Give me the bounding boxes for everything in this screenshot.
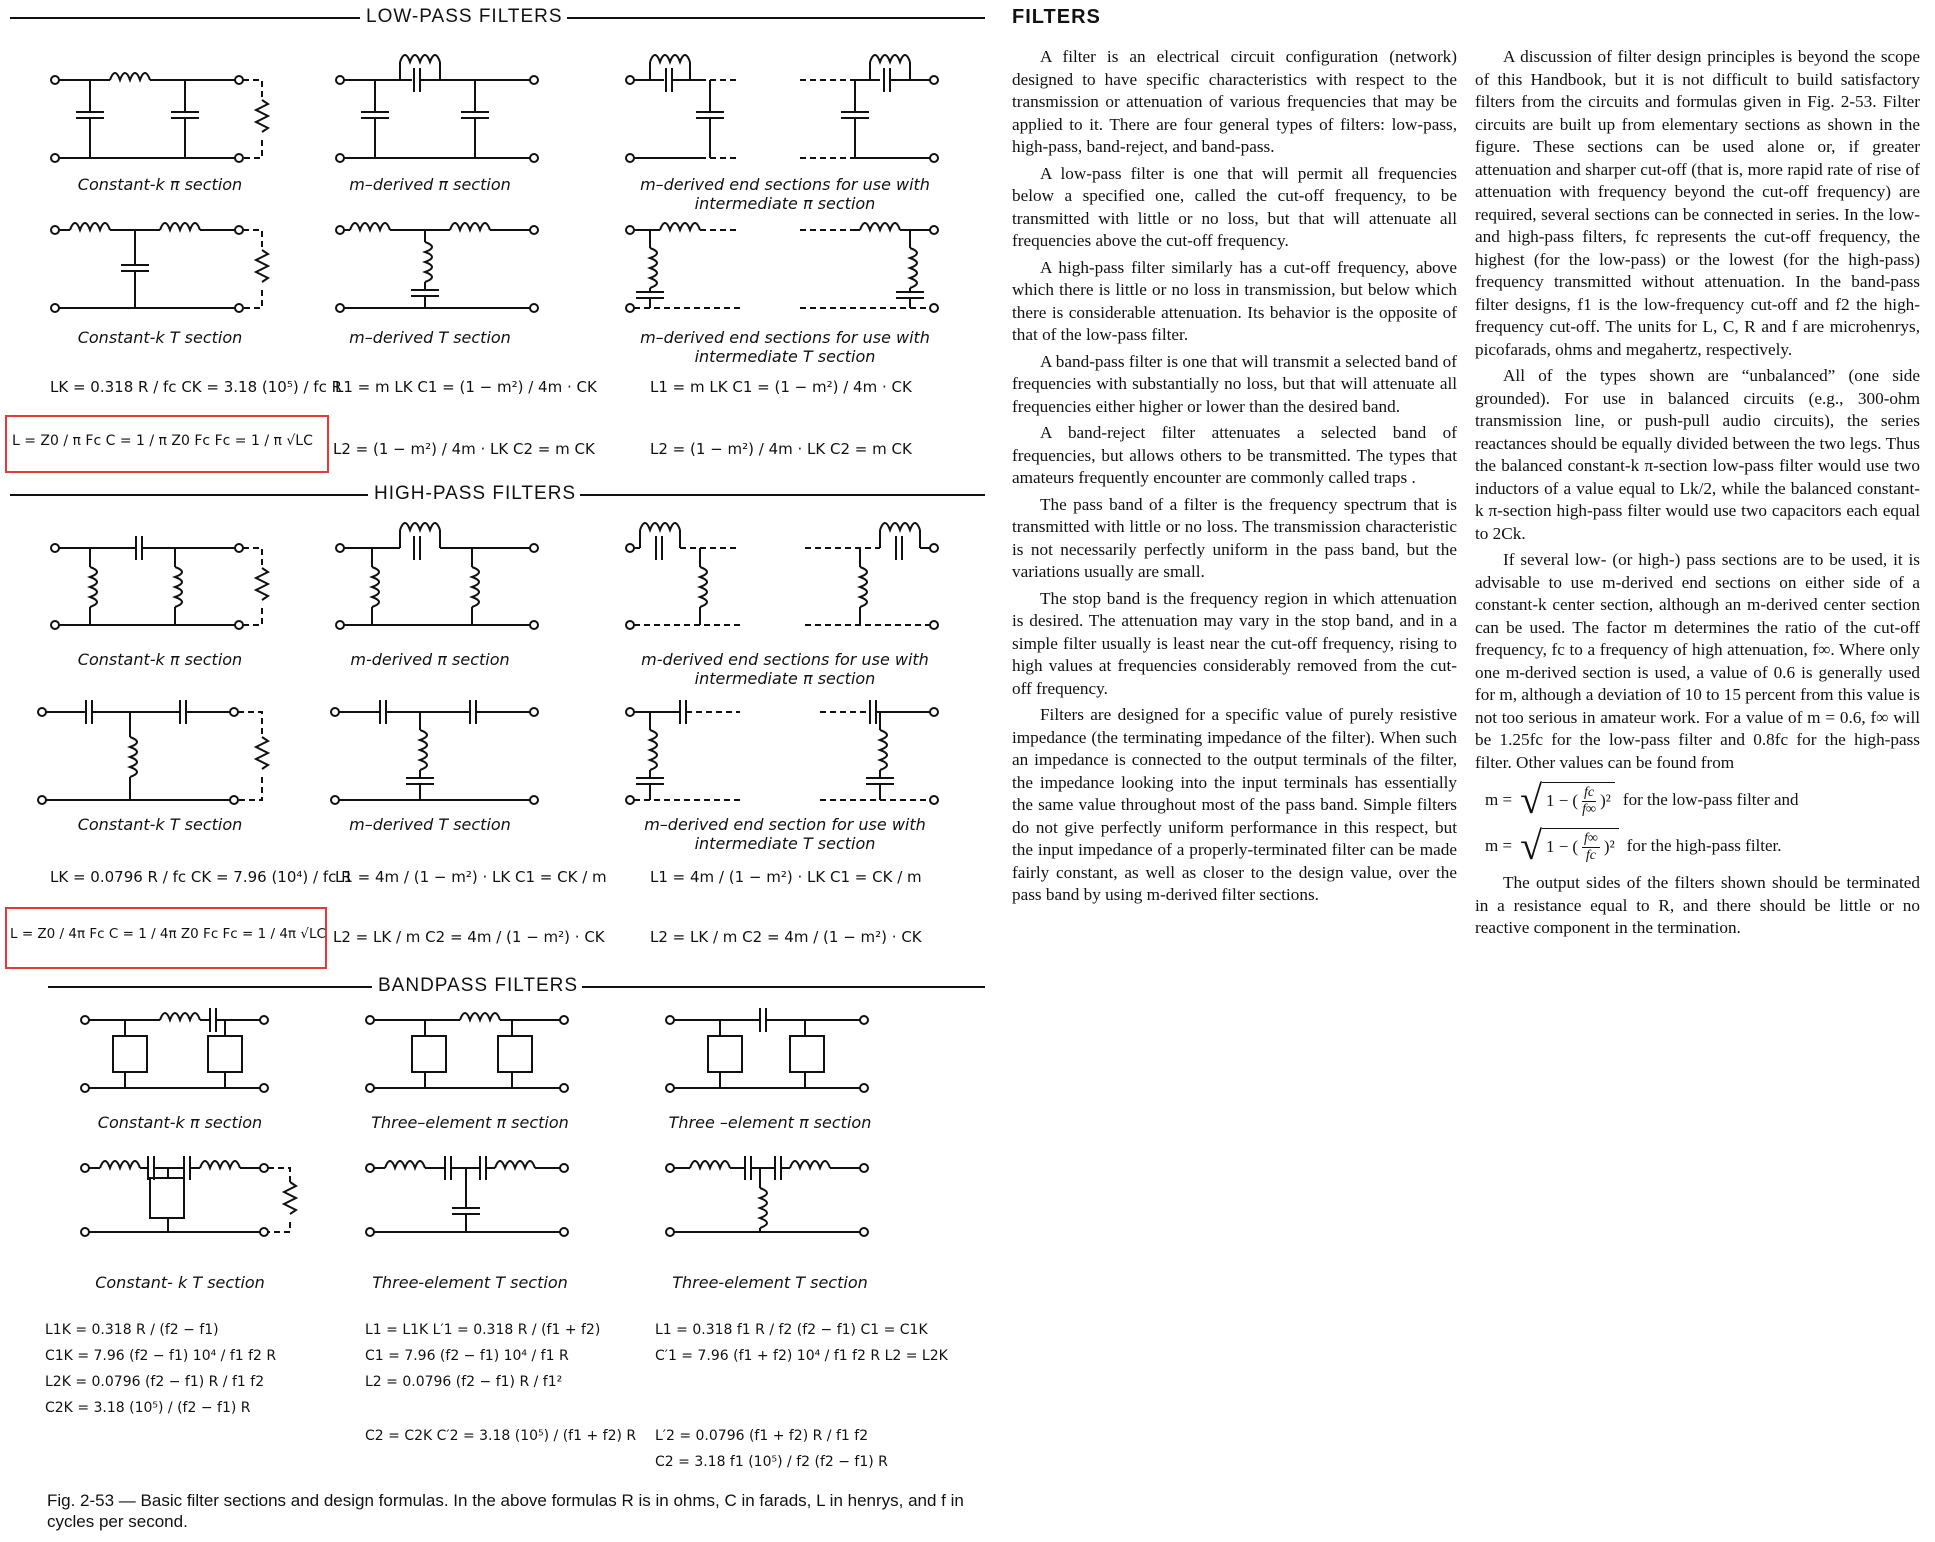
hp-formula-3: L1 = 4m / (1 − m²) · LK C1 = CK / m [650, 868, 922, 886]
hp-caption-md-pi: m-derived π section [350, 650, 510, 669]
bp-formula-c1: L1 = 0.318 f1 R / f2 (f2 − f1) C1 = C1K [655, 1322, 928, 1338]
paragraph: A high-pass filter similarly has a cut-off frequency, above which there is little or no loss in transmission, but below which there is considerable attenuation. Its behavior is the opposite of that of the low-pass filter. [1012, 257, 1457, 344]
lp-md-end-t-circuit [626, 223, 938, 312]
paragraph: A discussion of filter design principles is beyond the scope of this Handbook, but it is not difficult to build satisfactory filters from the circuits and formulas given in Fig. 2-53. Filter circuits are built up from elementary sections as shown in the figure. These sections can be used alone or, if greater attenuation and sharper cut-off (that is, more rapid rate of rise of attenuation with frequency beyond the cut-off frequency) are required, several sections can be connected in series. In the low- and high-pass filters, fc represents the cut-off frequency, the highest (for the low-pass) or the lowest (for the high-pass) frequency transmitted without attenuation. In the band-pass filter designs, f1 is the low-frequency cut-off and f2 the high-frequency cut-off. The units for L, C, R and f are microhenrys, picofarads, ohms and megahertz, respectively. [1475, 47, 1920, 359]
bp-caption-ck-t: Constant- k T section [95, 1273, 265, 1292]
eq-num: f∞ [1584, 831, 1598, 846]
equation-lowpass: m = √ 1 − ( $\frac{fc}{f\infty}$ )² for the low-pass filter and [1485, 777, 1799, 822]
bp-formula-c4: C2 = 3.18 f1 (10⁵) / f2 (f2 − f1) R [655, 1454, 888, 1470]
article-column-1 [1012, 46, 1457, 911]
hp-md-end-pi-circuit [626, 523, 938, 629]
hp-caption-md-t: m–derived T section [349, 815, 511, 834]
bp-caption-te-pi2: Three –element π section [668, 1113, 872, 1132]
lp-formula-1: LK = 0.318 R / fc CK = 3.18 (10⁵) / fc R [50, 378, 343, 396]
bp-formula-a3: L2K = 0.0796 (f2 − f1) R / f1 f2 [45, 1374, 265, 1390]
bp-caption-te-t1: Three-element T section [372, 1273, 568, 1292]
article-column-2 [1475, 46, 1920, 944]
eq-tail: for the low-pass filter and [1622, 789, 1799, 809]
hp-formula-5: L2 = LK / m C2 = 4m / (1 − m²) · CK [650, 928, 922, 946]
bp-caption-te-t2: Three-element T section [672, 1273, 868, 1292]
figure-caption: Fig. 2-53 — Basic filter sections and design formulas. In the above formulas R is in ohms, C in farads, L in henrys, and f in cycles per second. [47, 1491, 964, 1531]
bp-te-t1-circuit [366, 1156, 568, 1236]
hp-caption-md-end-t: m–derived end section for use with intermediate T section [644, 815, 926, 853]
bp-caption-te-pi1: Three–element π section [371, 1113, 569, 1132]
hp-md-t-circuit [331, 700, 538, 804]
bp-formula-b4: C2 = C2K C′2 = 3.18 (10⁵) / (f1 + f2) R [365, 1428, 637, 1444]
lp-caption-md-end-pi: m–derived end sections for use with intermediate π section [640, 175, 930, 213]
equation-highpass: m = √ 1 − ( $\frac{f\infty}{fc}$ )² for the high-pass filter. [1485, 823, 1782, 868]
hp-formula-1: LK = 0.0796 R / fc CK = 7.96 (10⁴) / fc R [50, 868, 352, 886]
paragraph: A low-pass filter is one that will permit all frequencies below a specified one, called the cut-off frequency, to be transmitted with little or no loss, but that will attenuate all frequencies above the cut-off frequency. [1012, 163, 1457, 250]
paragraph: Filters are designed for a specific value of purely resistive impedance (the terminating impedance of the filter). When such an impedance is connected to the output terminals of the filter, the impedance looking into the input terminals has essentially the same value throughout most of the pass band. Simple filters do not give perfectly uniform performance in this respect, but the input impedance of a properly-terminated filter can be made fairly constant, as well as closer to the design value, over the pass band by using m-derived filter sections. [1012, 705, 1457, 904]
bp-formula-b2: C1 = 7.96 (f2 − f1) 10⁴ / f1 R [365, 1348, 569, 1364]
bp-ck-pi-circuit [81, 1008, 268, 1092]
lp-formula-4: L2 = (1 − m²) / 4m · LK C2 = m CK [333, 440, 595, 458]
bp-formula-a4: C2K = 3.18 (10⁵) / (f2 − f1) R [45, 1400, 251, 1416]
lp-formula-3: L1 = m LK C1 = (1 − m²) / 4m · CK [650, 378, 912, 396]
paragraph: A band-pass filter is one that will transmit a selected band of frequencies with substantially no loss, but that will attenuate all frequencies either higher or lower than the desired band. [1012, 351, 1457, 416]
lp-ck-pi-circuit [51, 73, 268, 162]
lowpass-title: LOW-PASS FILTERS [362, 6, 567, 28]
bp-formula-a1: L1K = 0.318 R / (f2 − f1) [45, 1322, 219, 1338]
hp-formula-boxed: L = Z0 / 4π Fc C = 1 / 4π Z0 Fc Fc = 1 / 4π √LC [10, 926, 326, 942]
article [1012, 6, 1927, 937]
bp-ck-t-circuit [81, 1156, 296, 1236]
hp-formula-4: L2 = LK / m C2 = 4m / (1 − m²) · CK [333, 928, 605, 946]
paragraph: A band-reject filter attenuates a selected band of frequencies, but allows others to be transmitted. The types that amateurs frequently encounter are commonly called traps . [1012, 423, 1457, 487]
lp-caption-md-t: m–derived T section [349, 328, 511, 347]
paragraph: The output sides of the filters shown should be terminated in a resistance equal to R, and there should be little or no reactive component in the termination. [1475, 873, 1920, 937]
lp-caption-ck-t: Constant-k T section [77, 328, 243, 347]
lp-md-end-pi-circuit [626, 55, 938, 162]
bp-formula-a2: C1K = 7.96 (f2 − f1) 10⁴ / f1 f2 R [45, 1348, 277, 1364]
hp-caption-md-end-pi: m-derived end sections for use with intermediate π section [641, 650, 929, 688]
highpass-title: HIGH-PASS FILTERS [370, 483, 580, 505]
hp-formula-2: L1 = 4m / (1 − m²) · LK C1 = CK / m [335, 868, 607, 886]
lp-ck-t-circuit [51, 223, 268, 312]
bp-te-t2-circuit [666, 1156, 868, 1236]
article-title: FILTERS [1012, 6, 1101, 28]
lp-md-t-circuit [336, 223, 538, 312]
bp-te-pi1-circuit [366, 1013, 568, 1092]
lp-formula-boxed: L = Z0 / π Fc C = 1 / π Z0 Fc Fc = 1 / π √LC [12, 433, 313, 449]
paragraph: The pass band of a filter is the frequency spectrum that is transmitted with little or no loss. The transmission characteristic is not necessarily perfectly uniform in the pass band, but the variations usually are small. [1012, 494, 1457, 581]
eq-den: f∞ [1582, 802, 1597, 817]
eq-inner: 1 − [1546, 837, 1569, 857]
lp-md-pi-circuit [336, 55, 538, 162]
lp-formula-5: L2 = (1 − m²) / 4m · LK C2 = m CK [650, 440, 912, 458]
eq-den: fc [1585, 848, 1597, 863]
hp-caption-ck-pi: Constant-k π section [77, 650, 243, 669]
bp-formula-b3: L2 = 0.0796 (f2 − f1) R / f1² [365, 1374, 563, 1390]
eq-num: fc [1584, 785, 1595, 800]
hp-md-pi-circuit [336, 523, 538, 629]
eq-inner: 1 − [1546, 791, 1569, 811]
paragraph: If several low- (or high-) pass sections are to be used, it is advisable to use m-derived end sections on either side of a constant-k center section, although an m-derived center section can be used. The factor m determines the ratio of the cut-off frequency, fc to a frequency of high attenuation, f∞. Where only one m-derived section is used, a value of 0.6 is generally used for m, although a deviation of 10 to 15 percent from this value is not too serious in amateur work. For a value of m = 0.6, f∞ will be 1.25fc for the low-pass filter and 0.8fc for the high-pass filter. Other values can be found from [1475, 550, 1920, 772]
eq-lhs: m = [1485, 835, 1513, 855]
lp-caption-ck-pi: Constant-k π section [77, 175, 243, 194]
lp-formula-2: L1 = m LK C1 = (1 − m²) / 4m · CK [335, 378, 597, 396]
paragraph: A filter is an electrical circuit configuration (network) designed to have specific characteristics with respect to the transmission or attenuation of various frequencies that may be applied to it. There are four general types of filters: low-pass, high-pass, band-reject, and band-pass. [1012, 47, 1457, 156]
bp-formula-c3: L′2 = 0.0796 (f1 + f2) R / f1 f2 [655, 1428, 869, 1444]
eq-tail: for the high-pass filter. [1626, 835, 1782, 855]
paragraph: All of the types shown are “unbalanced” (one side grounded). For use in balanced circuits (e.g., 300-ohm transmission line, or push-pull audio circuits), the series reactances should be equally divided between the two legs. Thus the balanced constant-k π-section low-pass filter would use two inductors of a value equal to Lk/2, while the balanced constant-k π-section high-pass filter would use two capacitors each equal to 2Ck. [1475, 366, 1920, 543]
hp-ck-pi-circuit [51, 536, 268, 629]
hp-ck-t-circuit [38, 700, 268, 804]
hp-md-end-t-circuit [626, 700, 938, 804]
hp-caption-ck-t: Constant-k T section [77, 815, 243, 834]
bp-te-pi2-circuit [666, 1008, 868, 1092]
lp-caption-md-end-t: m–derived end sections for use with intermediate T section [640, 328, 930, 366]
bp-formula-c2: C′1 = 7.96 (f1 + f2) 10⁴ / f1 f2 R L2 = L2K [655, 1348, 948, 1364]
bp-formula-b1: L1 = L1K L′1 = 0.318 R / (f1 + f2) [365, 1322, 601, 1338]
bp-caption-ck-pi: Constant-k π section [97, 1113, 263, 1132]
lp-caption-md-pi: m–derived π section [349, 175, 511, 194]
paragraph: The stop band is the frequency region in which attenuation is desired. The attenuation may vary in the stop band, and in a simple filter usually is least near the cut-off frequency, rising to high values at frequencies considerably removed from the cut-off frequency. [1012, 588, 1457, 698]
bandpass-title: BANDPASS FILTERS [374, 975, 582, 997]
eq-lhs: m = [1485, 789, 1513, 809]
